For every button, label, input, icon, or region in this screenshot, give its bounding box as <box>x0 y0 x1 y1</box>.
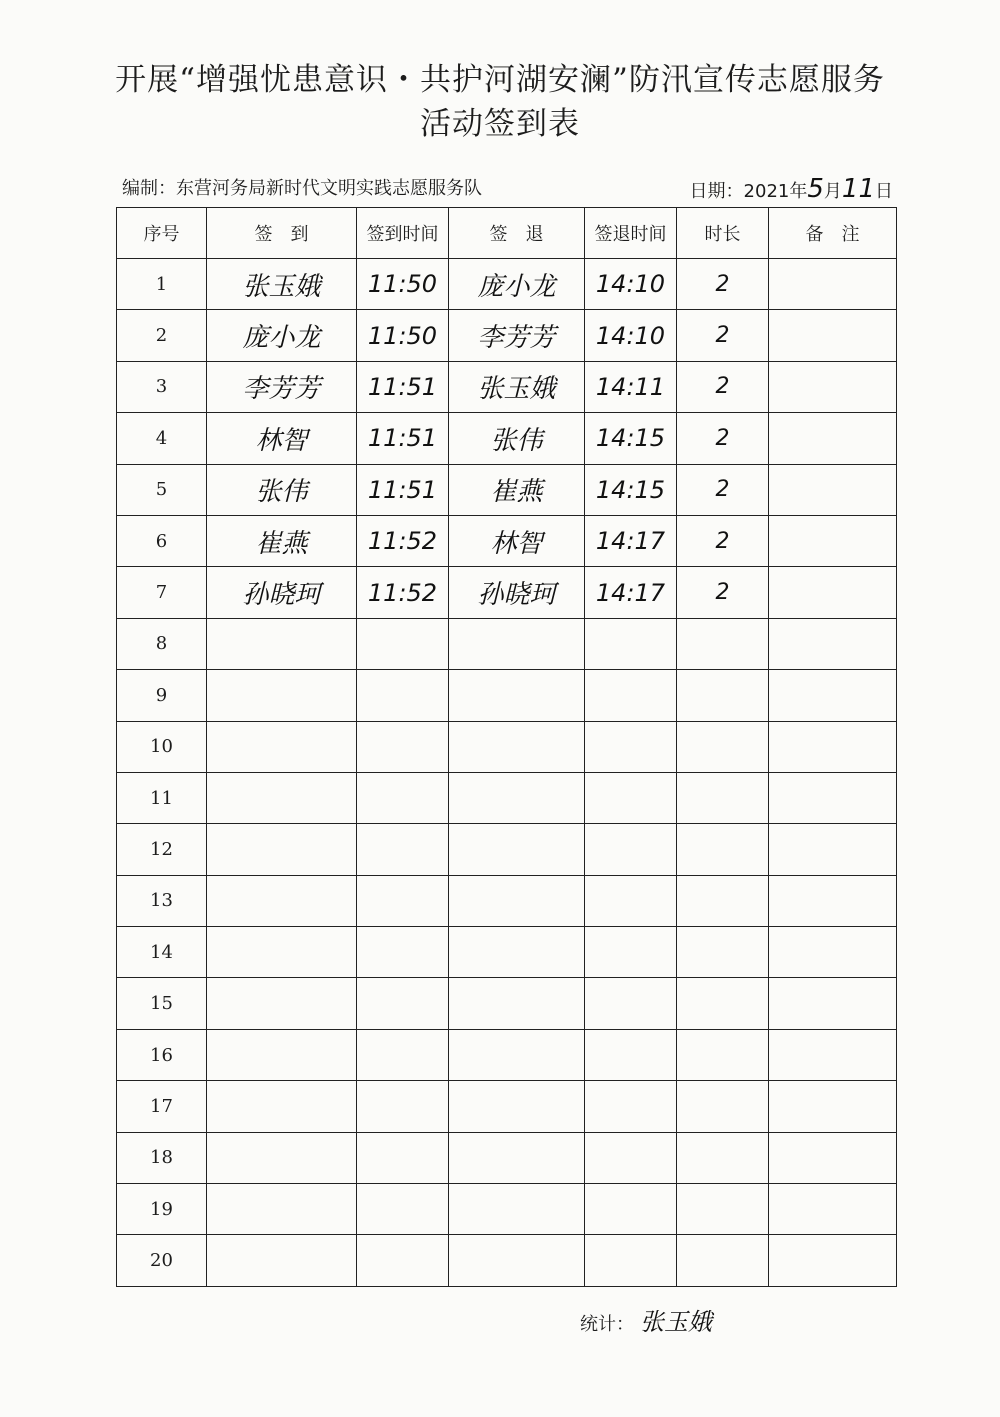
cell-sign-out <box>449 875 585 926</box>
cell-sign-in: 孙晓珂 <box>207 567 357 618</box>
cell-sign-in-time <box>357 875 449 926</box>
table-row <box>117 464 897 515</box>
cell-sign-out <box>449 1081 585 1132</box>
cell-sign-out: 孙晓珂 <box>449 567 585 618</box>
table-row <box>117 310 897 361</box>
cell-sign-in-time <box>357 978 449 1029</box>
document-title <box>0 58 1000 146</box>
cell-sign-out-time <box>585 1184 677 1235</box>
cell-seq: 8 <box>117 618 207 669</box>
cell-sign-out-time: 14:10 <box>585 310 677 361</box>
table-row <box>117 361 897 412</box>
cell-sign-out: 张玉娥 <box>449 361 585 412</box>
table-row <box>117 978 897 1029</box>
cell-sign-in-time <box>357 721 449 772</box>
cell-sign-in-time: 11:52 <box>357 567 449 618</box>
cell-sign-out-time <box>585 721 677 772</box>
table-body <box>117 259 897 1287</box>
table-row <box>117 721 897 772</box>
cell-seq: 4 <box>117 413 207 464</box>
cell-remark <box>769 1235 897 1286</box>
cell-sign-in: 李芳芳 <box>207 361 357 412</box>
cell-sign-out <box>449 927 585 978</box>
cell-sign-out-time <box>585 1029 677 1080</box>
cell-remark <box>769 1132 897 1183</box>
table-row <box>117 772 897 823</box>
cell-sign-out <box>449 824 585 875</box>
cell-seq: 9 <box>117 670 207 721</box>
cell-duration: 2 <box>677 361 769 412</box>
table-row <box>117 875 897 926</box>
cell-duration: 2 <box>677 515 769 566</box>
table-row <box>117 618 897 669</box>
date-label: 日期：2021年 <box>689 181 808 202</box>
cell-sign-out: 庞小龙 <box>449 259 585 310</box>
cell-duration: 2 <box>677 259 769 310</box>
cell-sign-out-time: 14:15 <box>585 413 677 464</box>
cell-remark <box>769 310 897 361</box>
cell-sign-out-time <box>585 1081 677 1132</box>
header-sign-out-time: 签退时间 <box>585 208 677 259</box>
cell-sign-out <box>449 1235 585 1286</box>
cell-duration <box>677 1184 769 1235</box>
cell-duration: 2 <box>677 310 769 361</box>
cell-duration <box>677 1132 769 1183</box>
cell-remark <box>769 618 897 669</box>
table-row <box>117 1029 897 1080</box>
cell-remark <box>769 259 897 310</box>
header-remark: 备 注 <box>769 208 897 259</box>
cell-sign-in-time: 11:51 <box>357 413 449 464</box>
cell-seq: 19 <box>117 1184 207 1235</box>
statistician <box>580 1302 712 1337</box>
cell-duration <box>677 772 769 823</box>
cell-sign-out-time: 14:17 <box>585 515 677 566</box>
cell-sign-in-time <box>357 824 449 875</box>
cell-seq: 7 <box>117 567 207 618</box>
cell-sign-in-time: 11:51 <box>357 361 449 412</box>
cell-sign-in <box>207 618 357 669</box>
cell-seq: 3 <box>117 361 207 412</box>
cell-duration <box>677 1029 769 1080</box>
cell-sign-in-time: 11:50 <box>357 259 449 310</box>
cell-remark <box>769 567 897 618</box>
cell-remark <box>769 515 897 566</box>
cell-sign-out-time <box>585 618 677 669</box>
cell-duration <box>677 875 769 926</box>
cell-remark <box>769 927 897 978</box>
cell-sign-in <box>207 824 357 875</box>
table-row <box>117 1132 897 1183</box>
cell-sign-in: 崔燕 <box>207 515 357 566</box>
cell-sign-out: 林智 <box>449 515 585 566</box>
cell-sign-in <box>207 670 357 721</box>
cell-sign-out-time: 14:11 <box>585 361 677 412</box>
cell-duration <box>677 1081 769 1132</box>
cell-sign-in <box>207 1029 357 1080</box>
date-field <box>690 174 893 204</box>
cell-sign-out-time: 14:15 <box>585 464 677 515</box>
cell-seq: 10 <box>117 721 207 772</box>
cell-sign-in <box>207 721 357 772</box>
cell-seq: 14 <box>117 927 207 978</box>
header-sign-in: 签 到 <box>207 208 357 259</box>
cell-duration <box>677 824 769 875</box>
cell-sign-in-time <box>357 1132 449 1183</box>
cell-sign-in <box>207 1132 357 1183</box>
cell-sign-out <box>449 978 585 1029</box>
header-seq: 序号 <box>117 208 207 259</box>
cell-duration <box>677 721 769 772</box>
cell-remark <box>769 875 897 926</box>
cell-sign-in-time <box>357 1081 449 1132</box>
cell-seq: 12 <box>117 824 207 875</box>
cell-seq: 1 <box>117 259 207 310</box>
cell-duration <box>677 618 769 669</box>
cell-duration <box>677 670 769 721</box>
header-duration: 时长 <box>677 208 769 259</box>
cell-sign-out-time <box>585 1132 677 1183</box>
cell-remark <box>769 1081 897 1132</box>
table-row <box>117 413 897 464</box>
cell-sign-out-time <box>585 978 677 1029</box>
cell-sign-in: 张伟 <box>207 464 357 515</box>
cell-duration <box>677 978 769 1029</box>
cell-sign-in-time <box>357 1235 449 1286</box>
cell-sign-in: 林智 <box>207 413 357 464</box>
cell-remark <box>769 1029 897 1080</box>
cell-seq: 16 <box>117 1029 207 1080</box>
date-day-unit: 日 <box>875 181 893 202</box>
cell-seq: 15 <box>117 978 207 1029</box>
cell-sign-in <box>207 927 357 978</box>
cell-sign-in <box>207 978 357 1029</box>
table-row <box>117 567 897 618</box>
cell-remark <box>769 772 897 823</box>
cell-sign-out <box>449 772 585 823</box>
cell-duration: 2 <box>677 464 769 515</box>
cell-sign-in <box>207 772 357 823</box>
table-row <box>117 927 897 978</box>
date-month: 5 <box>807 174 824 204</box>
cell-seq: 13 <box>117 875 207 926</box>
cell-sign-in-time <box>357 772 449 823</box>
header-sign-out: 签 退 <box>449 208 585 259</box>
cell-sign-in-time: 11:50 <box>357 310 449 361</box>
compiler-label: 编制：东营河务局新时代文明实践志愿服务队 <box>122 178 482 199</box>
cell-sign-in-time <box>357 618 449 669</box>
table-row <box>117 515 897 566</box>
cell-duration: 2 <box>677 567 769 618</box>
cell-sign-in-time: 11:52 <box>357 515 449 566</box>
cell-remark <box>769 670 897 721</box>
date-month-unit: 月 <box>823 181 842 202</box>
cell-duration: 2 <box>677 413 769 464</box>
table-row <box>117 259 897 310</box>
cell-sign-in-time <box>357 670 449 721</box>
cell-duration <box>677 927 769 978</box>
cell-remark <box>769 824 897 875</box>
cell-duration <box>677 1235 769 1286</box>
cell-sign-out-time: 14:10 <box>585 259 677 310</box>
header-row <box>117 208 897 259</box>
cell-sign-in <box>207 875 357 926</box>
cell-sign-out-time <box>585 1235 677 1286</box>
cell-sign-out <box>449 721 585 772</box>
cell-seq: 11 <box>117 772 207 823</box>
cell-sign-in-time: 11:51 <box>357 464 449 515</box>
cell-seq: 20 <box>117 1235 207 1286</box>
cell-seq: 5 <box>117 464 207 515</box>
cell-sign-out-time <box>585 875 677 926</box>
cell-remark <box>769 721 897 772</box>
cell-sign-in-time <box>357 927 449 978</box>
attendance-table <box>116 207 897 1287</box>
cell-sign-out: 李芳芳 <box>449 310 585 361</box>
cell-remark <box>769 413 897 464</box>
cell-sign-out-time: 14:17 <box>585 567 677 618</box>
meta-row <box>122 168 897 202</box>
cell-sign-in <box>207 1235 357 1286</box>
cell-sign-out <box>449 1184 585 1235</box>
cell-seq: 2 <box>117 310 207 361</box>
cell-sign-out <box>449 670 585 721</box>
stat-signature: 张玉娥 <box>640 1308 712 1336</box>
stat-label: 统计： <box>580 1314 634 1335</box>
cell-sign-out-time <box>585 772 677 823</box>
cell-seq: 18 <box>117 1132 207 1183</box>
cell-sign-out: 崔燕 <box>449 464 585 515</box>
cell-remark <box>769 464 897 515</box>
cell-sign-out-time <box>585 824 677 875</box>
cell-sign-out <box>449 1132 585 1183</box>
cell-remark <box>769 361 897 412</box>
cell-sign-in-time <box>357 1029 449 1080</box>
table-row <box>117 1184 897 1235</box>
cell-sign-in: 张玉娥 <box>207 259 357 310</box>
table-row <box>117 670 897 721</box>
table-row <box>117 1081 897 1132</box>
cell-seq: 17 <box>117 1081 207 1132</box>
cell-remark <box>769 1184 897 1235</box>
table-row <box>117 824 897 875</box>
cell-sign-in: 庞小龙 <box>207 310 357 361</box>
table-row <box>117 1235 897 1286</box>
cell-sign-in <box>207 1184 357 1235</box>
cell-sign-out <box>449 618 585 669</box>
cell-sign-out-time <box>585 927 677 978</box>
date-day: 11 <box>841 174 875 204</box>
cell-sign-out-time <box>585 670 677 721</box>
cell-sign-out: 张伟 <box>449 413 585 464</box>
title-line-2: 活动签到表 <box>420 106 580 142</box>
title-line-1: 开展“增强忧患意识・共护河湖安澜”防汛宣传志愿服务 <box>115 62 885 98</box>
cell-remark <box>769 978 897 1029</box>
cell-seq: 6 <box>117 515 207 566</box>
header-sign-in-time: 签到时间 <box>357 208 449 259</box>
cell-sign-in <box>207 1081 357 1132</box>
cell-sign-out <box>449 1029 585 1080</box>
cell-sign-in-time <box>357 1184 449 1235</box>
